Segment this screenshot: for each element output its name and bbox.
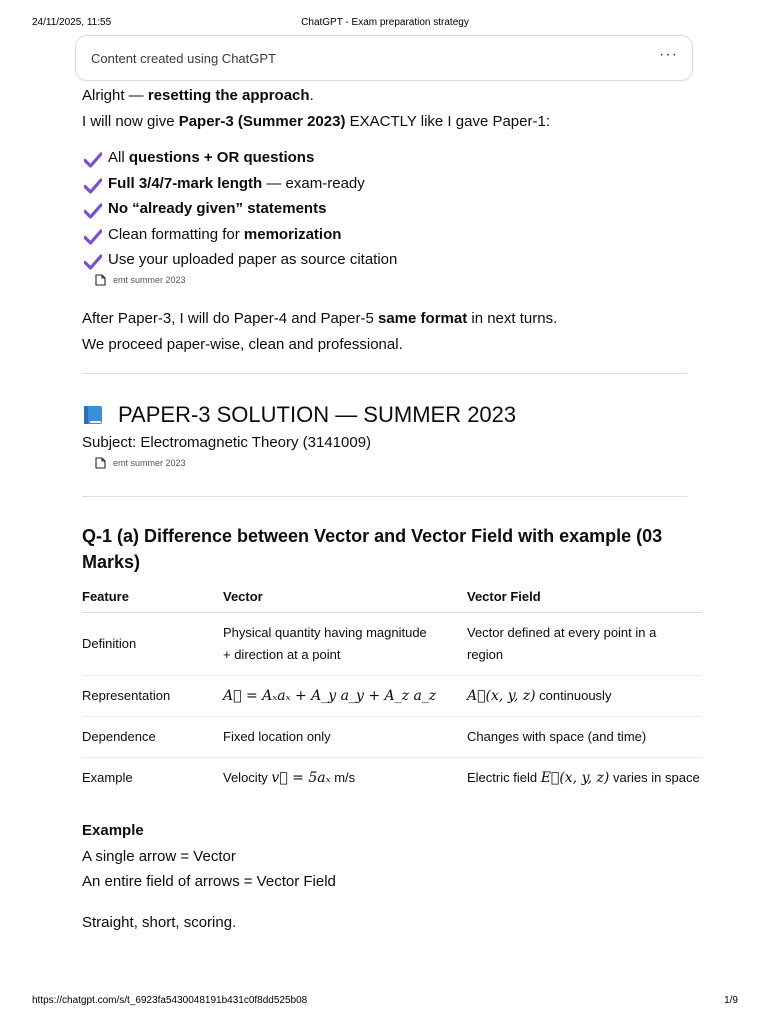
intro-line-1 — [82, 85, 702, 107]
table-row — [82, 675, 702, 716]
checklist-item — [82, 147, 702, 173]
table-row — [82, 612, 702, 675]
after-l1-bold: same format — [378, 309, 468, 327]
check-4-pre: Use your uploaded paper as source citation — [108, 251, 398, 268]
example-line-1: A single arrow = Vector — [82, 848, 236, 865]
table-cell: Fixed location only — [223, 716, 467, 757]
paper-subject: Subject: Electromagnetic Theory (3141009) — [82, 433, 372, 451]
ellipsis-icon[interactable]: ··· — [659, 46, 678, 63]
after-line-1 — [82, 308, 702, 330]
checklist-item — [82, 224, 702, 250]
table-cell: Example — [82, 769, 133, 785]
table-header-row — [82, 581, 702, 613]
page-number: 1/9 — [724, 995, 738, 1006]
check-mark-icon — [84, 203, 102, 219]
paper-title — [76, 400, 702, 430]
check-3-bold: memorization — [243, 225, 342, 243]
print-title: ChatGPT - Exam preparation strategy — [301, 17, 469, 28]
after-line-2: We proceed paper-wise, clean and professional. — [82, 335, 403, 353]
message-content — [82, 84, 702, 934]
table-row — [82, 757, 702, 798]
cell-text: continuously — [535, 687, 612, 703]
source-citation[interactable] — [95, 456, 702, 470]
check-mark-icon — [84, 229, 102, 245]
comparison-table — [82, 581, 702, 799]
example-line-2: An entire field of arrows = Vector Field — [82, 873, 336, 890]
cell-text: m/s — [330, 769, 356, 785]
check-1-post: — exam-ready — [262, 174, 365, 192]
check-0-bold: questions + OR questions — [128, 149, 315, 166]
intro-l2-bold: Paper-3 (Summer 2023) — [178, 113, 346, 130]
table-cell — [467, 675, 702, 716]
document-icon — [95, 457, 106, 469]
checklist-item — [82, 249, 702, 275]
table-cell: Dependence — [82, 716, 223, 757]
table-cell: Changes with space (and time) — [467, 716, 702, 757]
table-cell — [223, 675, 467, 716]
example-heading — [82, 820, 702, 842]
shared-content-card — [75, 35, 693, 81]
check-mark-icon — [84, 152, 102, 168]
table-header-cell: Vector Field — [467, 581, 702, 613]
print-footer — [32, 995, 738, 1009]
check-1-bold: Full 3/4/7-mark length — [108, 174, 263, 192]
example-heading-text: Example — [82, 822, 144, 839]
math-expression: E⃗(x, y, z) — [540, 769, 610, 786]
table-cell: Representation — [82, 675, 223, 716]
blue-book-icon — [82, 404, 104, 426]
intro-l1-pre: Alright — — [82, 87, 148, 104]
table-cell — [223, 757, 467, 798]
math-expression: v⃗ = 5aₓ — [271, 769, 331, 786]
cell-text: Electric field — [467, 769, 541, 785]
shared-card-label: Content created using ChatGPT — [91, 51, 276, 66]
print-header — [32, 17, 738, 31]
citation-label: emt summer 2023 — [113, 457, 186, 468]
check-0-pre: All — [108, 149, 129, 166]
math-expression: A⃗(x, y, z) — [467, 687, 536, 704]
paper-title-text: PAPER-3 SOLUTION — SUMMER 2023 — [118, 401, 517, 427]
checklist-item — [82, 198, 702, 224]
after-l1-pre: After Paper-3, I will do Paper-4 and Paper-5 — [82, 309, 378, 327]
cell-text: Velocity — [223, 769, 272, 785]
table-cell: Definition — [82, 612, 223, 675]
intro-l1-bold: resetting the approach — [147, 87, 310, 104]
table-cell: Physical quantity having magnitude + direction at a point — [223, 612, 467, 675]
source-citation[interactable] — [95, 273, 702, 287]
cell-text: varies in space — [609, 769, 700, 785]
check-mark-icon — [84, 178, 102, 194]
citation-label: emt summer 2023 — [113, 274, 186, 285]
table-row — [82, 716, 702, 757]
intro-l2-pre: I will now give — [82, 113, 179, 130]
divider — [82, 496, 687, 497]
check-2-bold: No “already given” statements — [108, 200, 327, 217]
question-title: Q-1 (a) Difference between Vector and Vector Field with example (03 Marks) — [82, 525, 663, 572]
document-icon — [95, 274, 106, 286]
divider — [82, 373, 687, 374]
intro-l2-post: EXACTLY like I gave Paper-1: — [345, 113, 550, 130]
check-mark-icon — [84, 254, 102, 270]
checklist-item — [82, 173, 702, 199]
checklist — [82, 147, 702, 275]
closing-line: Straight, short, scoring. — [82, 914, 237, 931]
table-cell — [467, 757, 702, 798]
page-url: https://chatgpt.com/s/t_6923fa5430048191b431c0f8dd525b08 — [32, 995, 308, 1006]
table-header-cell: Vector — [223, 581, 467, 613]
table-header-cell: Feature — [82, 581, 223, 613]
intro-line-2 — [82, 111, 702, 133]
intro-l1-post: . — [309, 87, 314, 104]
check-3-pre: Clean formatting for — [108, 225, 244, 243]
math-expression: A⃗ = Aₓaₓ + A_y a_y + A_z a_z — [223, 687, 437, 704]
table-cell: Vector defined at every point in a region — [467, 612, 702, 675]
print-date: 24/11/2025, 11:55 — [32, 17, 112, 28]
after-l1-post: in next turns. — [467, 309, 558, 327]
